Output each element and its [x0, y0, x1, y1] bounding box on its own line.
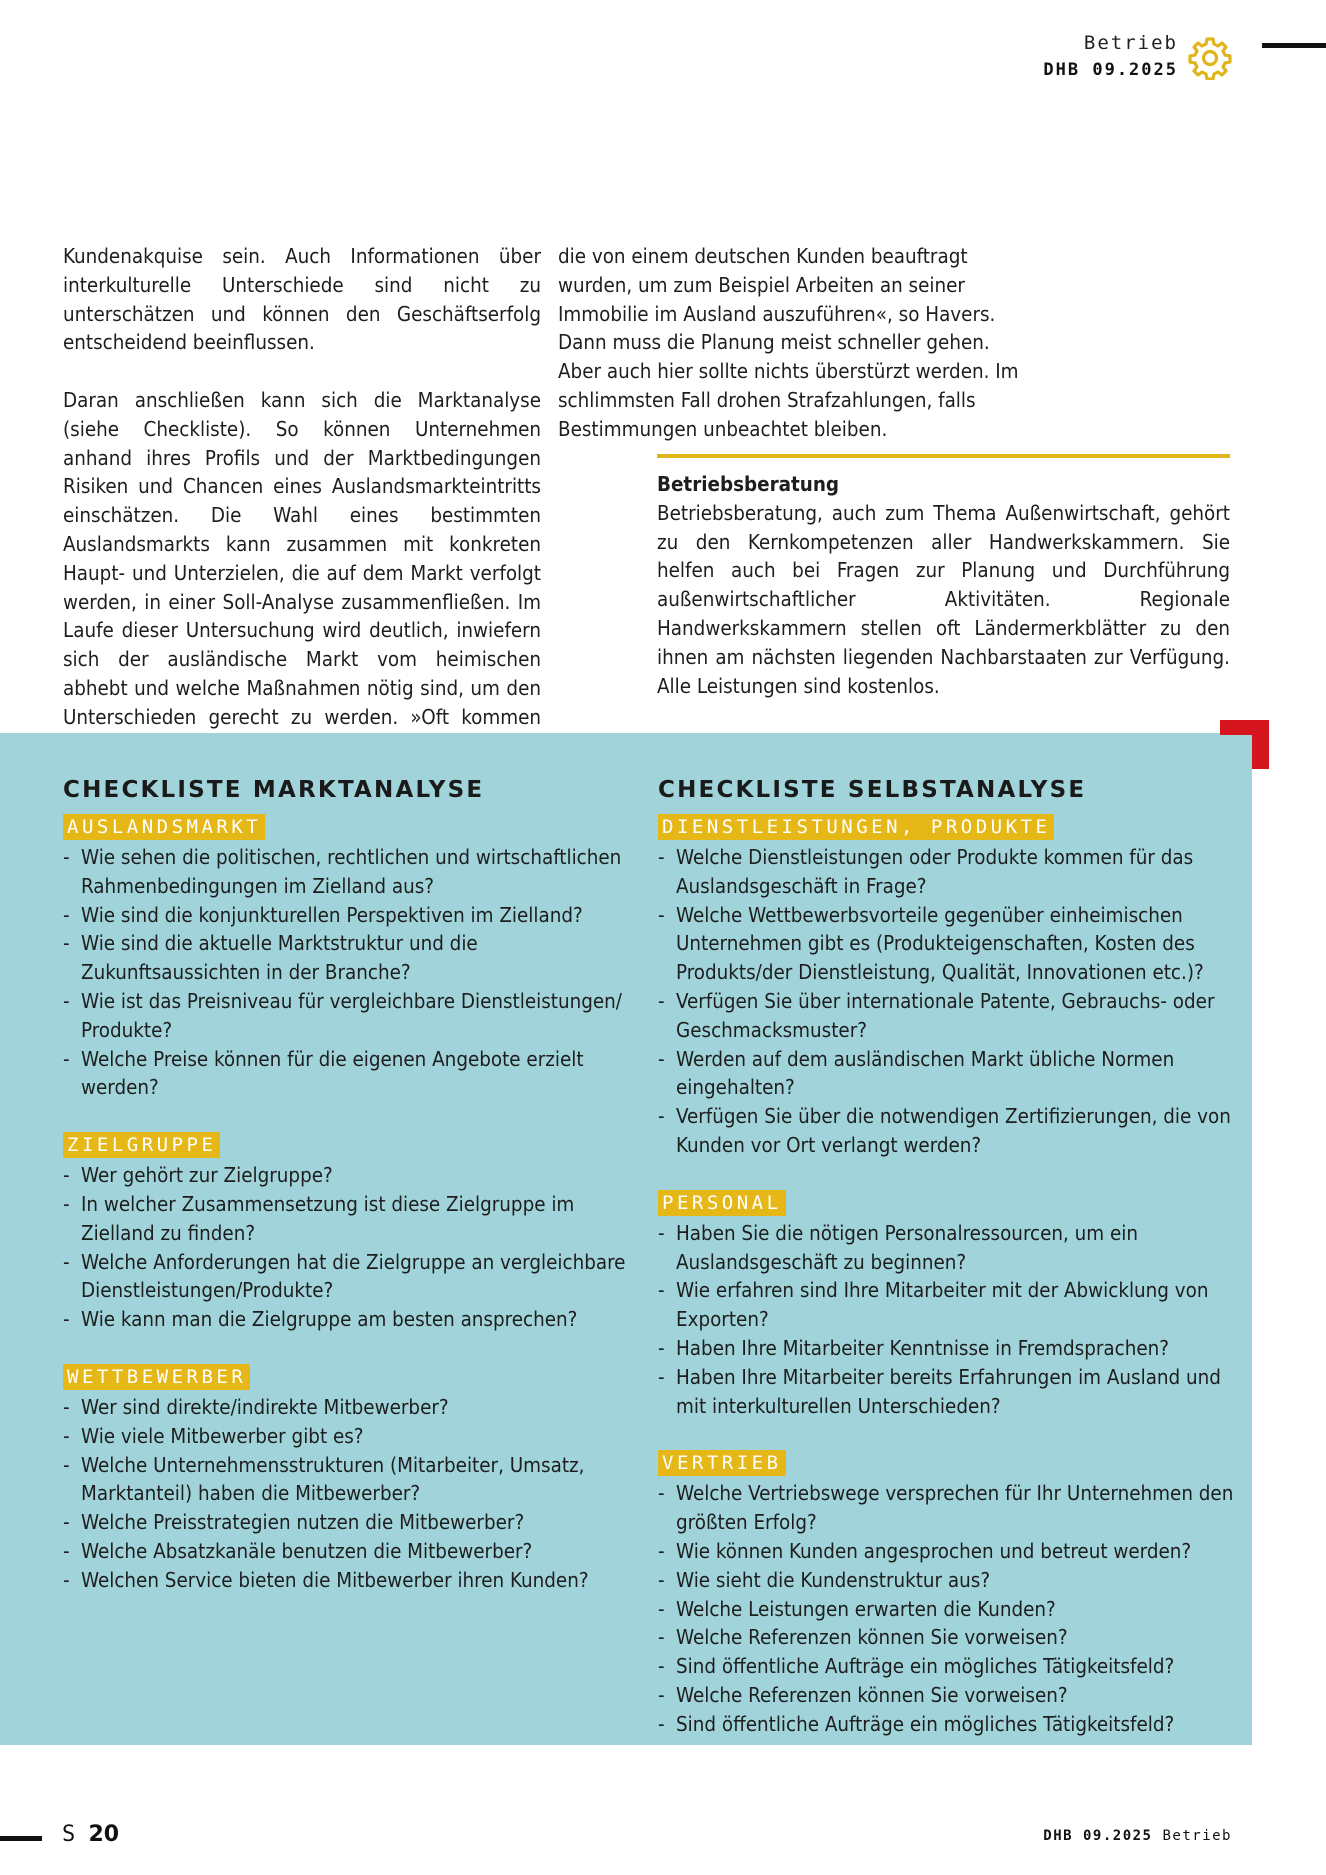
- page-number: [62, 1822, 119, 1847]
- checklist-item: - Welche Unternehmensstrukturen (Mitarbeiter, Umsatz, Marktanteil) haben die Mitbewerber?: [63, 1451, 641, 1509]
- checklist-item: - Welche Vertriebswege versprechen für Ihr Unternehmen den größten Erfolg?: [658, 1479, 1238, 1537]
- header-issue: DHB 09.2025: [1043, 60, 1178, 80]
- checklist-items: [63, 843, 641, 1102]
- category-label: PERSONAL: [658, 1190, 786, 1216]
- checklist-item: - Welche Preise können für die eigenen Angebote erzielt werden?: [63, 1045, 641, 1103]
- checklist-item: - Haben Ihre Mitarbeiter Kenntnisse in Fremdsprachen?: [658, 1334, 1238, 1363]
- checklist-section: [658, 1190, 1238, 1421]
- infobox-body: Betriebsberatung, auch zum Thema Außenwirtschaft, gehört zu den Kernkompetenzen aller Handwerkskammern. Sie helfen auch bei Fragen zur Planung und Durchführung außenwirtschaftlicher Aktivitäten. Regionale Handwerkskammern stellen oft Ländermerkblätter zu den ihnen am nächsten liegenden Nachbarstaaten zur Verfügung. Alle Leistungen sind kostenlos.: [657, 500, 1230, 698]
- checklist-item: - Welche Anforderungen hat die Zielgruppe an vergleichbare Dienstleistungen/Produkte?: [63, 1248, 641, 1306]
- checklist-item: - Wie kann man die Zielgruppe am besten ansprechen?: [63, 1305, 641, 1334]
- checklist-item: - Wie sind die konjunkturellen Perspektiven im Zielland?: [63, 901, 641, 930]
- checklist-items: [658, 843, 1238, 1160]
- category-label: WETTBEWERBER: [63, 1364, 250, 1390]
- gear-icon: [1188, 36, 1232, 80]
- page-prefix: S: [62, 1822, 76, 1847]
- page-number-value: 20: [88, 1822, 120, 1847]
- article-column-2: [558, 242, 1036, 444]
- checklist-items: [658, 1219, 1238, 1421]
- checklist-item: - Wie erfahren sind Ihre Mitarbeiter mit der Abwicklung von Exporten?: [658, 1276, 1238, 1334]
- corner-accent: [1220, 720, 1269, 735]
- checklist-item: - Verfügen Sie über internationale Patente, Gebrauchs- oder Geschmacksmuster?: [658, 987, 1238, 1045]
- checklist-item: - Welchen Service bieten die Mitbewerber ihren Kunden?: [63, 1566, 641, 1595]
- footer-rule: [0, 1836, 42, 1841]
- checklist-sections: [63, 814, 641, 1595]
- checklist-item: - Wie viele Mitbewerber gibt es?: [63, 1422, 641, 1451]
- checklist-items: [63, 1393, 641, 1595]
- checklist-items: [658, 1479, 1238, 1738]
- category-label: AUSLANDSMARKT: [63, 814, 265, 840]
- checklist-item: - Welche Absatzkanäle benutzen die Mitbewerber?: [63, 1537, 641, 1566]
- checklist-item: - Wie können Kunden angesprochen und betreut werden?: [658, 1537, 1238, 1566]
- checklist-section: [658, 814, 1238, 1160]
- checklist-sections: [658, 814, 1238, 1739]
- checklist-item: - Sind öffentliche Aufträge ein mögliches Tätigkeitsfeld?: [658, 1652, 1238, 1681]
- checklist-marktanalyse: [63, 774, 641, 1595]
- checklist-section: [63, 814, 641, 1102]
- footer-issue-section: [1043, 1828, 1232, 1844]
- checklist-item: - Wie sind die aktuelle Marktstruktur und die Zukunftsaussichten in der Branche?: [63, 929, 641, 987]
- checklist-item: - Haben Sie die nötigen Personalressourcen, um ein Auslandsgeschäft zu beginnen?: [658, 1219, 1238, 1277]
- footer-section: Betrieb: [1162, 1828, 1232, 1844]
- checklist-item: - Welche Wettbewerbsvorteile gegenüber einheimischen Unternehmen gibt es (Produkteigenschaften, Kosten des Produkts/der Dienstleistung, Qualität, Innovationen etc.)?: [658, 901, 1238, 987]
- checklist-item: - Werden auf dem ausländischen Markt übliche Normen eingehalten?: [658, 1045, 1238, 1103]
- header-rule: [1262, 43, 1326, 48]
- category-label: ZIELGRUPPE: [63, 1132, 220, 1158]
- category-label: DIENSTLEISTUNGEN, PRODUKTE: [658, 814, 1054, 840]
- checklist-section: [658, 1450, 1238, 1738]
- infobox-title: Betriebsberatung: [657, 472, 840, 496]
- checklist-item: - Wie sieht die Kundenstruktur aus?: [658, 1566, 1238, 1595]
- checklist-item: - Wie sehen die politischen, rechtlichen und wirtschaftlichen Rahmenbedingungen im Zielland aus?: [63, 843, 641, 901]
- checklist-item: - Welche Dienstleistungen oder Produkte kommen für das Auslandsgeschäft in Frage?: [658, 843, 1238, 901]
- checklist-title: CHECKLISTE MARKTANALYSE: [63, 777, 485, 803]
- header-section: Betrieb: [1083, 32, 1178, 54]
- checklist-items: [63, 1161, 641, 1334]
- paragraph: die von einem deutschen Kunden beauftragt wurden, um zum Beispiel Arbeiten an seiner Immobilie im Ausland auszuführen«, so Havers. Dann muss die Planung meist schneller gehen. Aber auch hier sollte nichts überstürzt werden. Im schlimmsten Fall drohen Strafzahlungen, falls Bestimmungen unbeachtet bleiben.: [558, 244, 1019, 441]
- checklist-item: - Sind öffentliche Aufträge ein mögliches Tätigkeitsfeld?: [658, 1710, 1238, 1739]
- infobox-rule: [657, 454, 1230, 458]
- paragraph: Daran anschließen kann sich die Marktanalyse (siehe Checkliste). So können Unternehmen anhand ihres Profils und der Marktbedingungen Risiken und Chancen eines Auslandsmarkteintritts einschätzen. Die Wahl eines bestimmten Auslandsmarkts kann zusammen mit konkreten Haupt- und Unterzielen, die auf dem Markt verfolgt werden, in einer Soll-Analyse zusammenfließen. Im Laufe dieser Untersuchung wird deutlich, inwiefern sich der ausländische Markt vom heimischen abhebt und welche Maßnahmen nötig sind, um den Unterschieden gerecht zu werden. »Oft kommen: [63, 387, 541, 729]
- paragraph: Kundenakquise sein. Auch Informationen über interkulturelle Unterschiede sind nicht zu unterschätzen und können den Geschäftserfolg entscheidend beeinflussen.: [63, 244, 541, 355]
- checklist-item: - Welche Leistungen erwarten die Kunden?: [658, 1595, 1238, 1624]
- infobox: [657, 470, 1230, 700]
- category-label: VERTRIEB: [658, 1450, 786, 1476]
- checklist-item: - Verfügen Sie über die notwendigen Zertifizierungen, die von Kunden vor Ort verlangt werden?: [658, 1102, 1238, 1160]
- checklist-item: - In welcher Zusammensetzung ist diese Zielgruppe im Zielland zu finden?: [63, 1190, 641, 1248]
- checklist-item: - Wer sind direkte/indirekte Mitbewerber?: [63, 1393, 641, 1422]
- footer-issue: DHB 09.2025: [1043, 1828, 1153, 1844]
- checklist-item: - Wie ist das Preisniveau für vergleichbare Dienstleistungen/ Produkte?: [63, 987, 641, 1045]
- checklist-selbstanalyse: [658, 774, 1238, 1739]
- checklist-item: - Haben Ihre Mitarbeiter bereits Erfahrungen im Ausland und mit interkulturellen Unterschieden?: [658, 1363, 1238, 1421]
- checklist-title: CHECKLISTE SELBSTANALYSE: [658, 777, 1087, 803]
- checklist-item: - Welche Preisstrategien nutzen die Mitbewerber?: [63, 1508, 641, 1537]
- checklist-section: [63, 1364, 641, 1595]
- checklist-item: - Welche Referenzen können Sie vorweisen?: [658, 1623, 1238, 1652]
- checklist-item: - Wer gehört zur Zielgruppe?: [63, 1161, 641, 1190]
- article-column-1: [63, 242, 541, 760]
- checklist-item: - Welche Referenzen können Sie vorweisen?: [658, 1681, 1238, 1710]
- checklist-section: [63, 1132, 641, 1334]
